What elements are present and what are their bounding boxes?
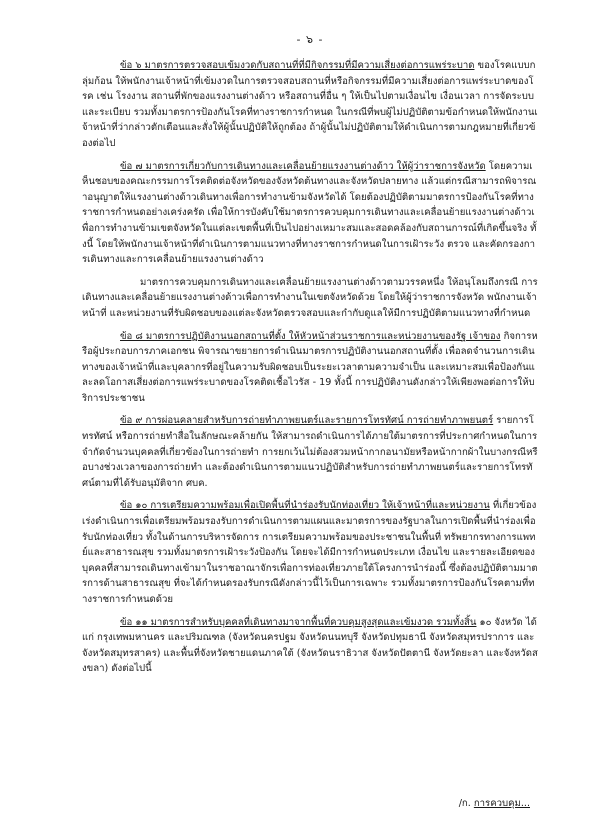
clause-9-heading: ข้อ ๙ การผ่อนคลายสำหรับการถ่ายทำภาพยนตร์และรายการโทรทัศน์ การถ่ายทำภาพยนตร์ <box>120 415 494 427</box>
clause-8-heading: ข้อ ๘ มาตรการปฏิบัติงานนอกสถานที่ตั้ง ให้หัวหน้าส่วนราชการและหน่วยงานของรัฐ เจ้าของ <box>120 330 501 342</box>
clause-6 <box>82 58 538 152</box>
clause-7-heading: ข้อ ๗ มาตรการเกี่ยวกับการเดินทางและเคลื่อนย้ายแรงงานต่างด้าว ให้ผู้ว่าราชการจังหวัด <box>120 160 486 172</box>
clause-10-body: ที่เกี่ยวข้องเร่งดำเนินการเพื่อเตรียมพร้อมรองรับการดำเนินการตามแผนและมาตรการของรัฐบาลในการเปิดพื้นที่นำร่องเพื่อรับนักท่องเที่ยว ทั้งในด้านการบริหารจัดการ การเตรียมความพร้อมของประชาชนในพื้นที่ ทรัพยากรทางการแพทย์และสาธารณสุข รวมทั้งมาตรการเฝ้าระวังป้องกัน โดยจะได้มีการกำหนดประเภท เงื่อนไข และรายละเอียดของบุคคลที่สามารถเดินทางเข้ามาในราชอาณาจักรเพื่อการท่องเที่ยวภายใต้โครงการนำร่องนี้ ซึ่งต้องปฏิบัติตามมาตรการด้านสาธารณสุข ที่จะได้กำหนดรองรับกรณีดังกล่าวนี้ไว้เป็นการเฉพาะ รวมทั้งมาตรการป้องกันโรคตามที่ทางราชการกำหนดด้วย <box>82 500 538 605</box>
clause-7-paragraph-2-body: มาตรการควบคุมการเดินทางและเคลื่อนย้ายแรงงานต่างด้าวตามวรรคหนึ่ง ให้อนุโลมถึงกรณี การเดินทางและเคลื่อนย้ายแรงงานต่างด้าวเพื่อการทำงานในเขตจังหวัดด้วย โดยให้ผู้ว่าราชการจังหวัด พนักงานเจ้าหน้าที่ และหน่วยงานที่รับผิดชอบของแต่ละจังหวัดตรวจสอบและกำกับดูแลให้มีการปฏิบัติตามแนวทางที่กำหนด <box>82 276 538 319</box>
clause-6-body: ของโรคแบบกลุ่มก้อน ให้พนักงานเจ้าหน้าที่เข้มงวดในการตรวจสอบสถานที่หรือกิจกรรมที่มีความเสี่ยงต่อการแพร่ระบาดของโรค เช่น โรงงาน สถานที่พักของแรงงานต่างด้าว หรือสถานที่อื่น ๆ ให้เป็นไปตามเงื่อนไข เงื่อนเวลา การจัดระบบและระเบียบ รวมทั้งมาตรการป้องกันโรคที่ทางราชการกำหนด ในกรณีที่พบผู้ไม่ปฏิบัติตามข้อกำหนดให้พนักงานเจ้าหน้าที่ว่ากล่าวตักเตือนและสั่งให้ผู้นั้นปฏิบัติให้ถูกต้อง ถ้าผู้นั้นไม่ปฏิบัติตามให้ดำเนินการตามกฎหมายที่เกี่ยวข้องต่อไป <box>82 60 538 149</box>
clause-8-body: กิจการหรือผู้ประกอบการภาคเอกชน พิจารณาขยายการดำเนินมาตรการปฏิบัติงานนอกสถานที่ตั้ง เพื่อลดจำนวนการเดินทางของเจ้าหน้าที่และบุคลากรที่อยู่ในความรับผิดชอบเป็นระยะเวลาตามความจำเป็น และเหมาะสมเพื่อป้องกันและลดโอกาสเสี่ยงต่อการแพร่ระบาดของโรคติดเชื้อไวรัส - 19 ทั้งนี้ การปฏิบัติงานดังกล่าวให้เพียงพอต่อการให้บริการประชาชน <box>82 330 538 404</box>
clause-7 <box>82 159 538 268</box>
clause-6-heading: ข้อ ๖ มาตรการตรวจสอบเข้มงวดกับสถานที่ที่มีกิจกรรมที่มีความเสี่ยงต่อการแพร่ระบาด <box>120 60 475 71</box>
clause-11-body: ๑๐ จังหวัด ได้แก่ กรุงเทพมหานคร และปริมณฑล (จังหวัดนครปฐม จังหวัดนนทบุรี จังหวัดปทุมธานี จังหวัดสมุทรปราการ และจังหวัดสมุทรสาคร) และพื้นที่จังหวัดชายแดนภาคใต้ (จังหวัดนราธิวาส จังหวัดปัตตานี จังหวัดยะลา และจังหวัดสงขลา) ดังต่อไปนี้ <box>82 616 538 675</box>
clause-7-paragraph-2 <box>82 275 538 322</box>
clause-7-body: โดยความเห็นชอบของคณะกรรมการโรคติดต่อจังหวัดของจังหวัดต้นทางและจังหวัดปลายทาง แล้วแต่กรณีสามารถพิจารณาอนุญาตให้แรงงานต่างด้าวเดินทางเพื่อการทำงานข้ามจังหวัดได้ โดยต้องปฏิบัติตามมาตรการป้องกันโรคที่ทางราชการกำหนดอย่างเคร่งครัด เพื่อให้การบังคับใช้มาตรการควบคุมการเดินทางและเคลื่อนย้ายแรงงานต่างด้าวเพื่อการทำงานข้ามเขตจังหวัดในแต่ละเขตพื้นที่เป็นไปอย่างเหมาะสมและสอดคล้องกับสถานการณ์ที่เกิดขึ้นจริง ทั้งนี้ โดยให้พนักงานเจ้าหน้าที่ดำเนินการตามแนวทางที่ทางราชการกำหนดในการเฝ้าระวัง ตรวจ และคัดกรองการเดินทางและการเคลื่อนย้ายแรงงานต่างด้าว <box>82 160 537 266</box>
clause-8 <box>82 329 538 407</box>
clause-10-heading: ข้อ ๑๐ การเตรียมความพร้อมเพื่อเปิดพื้นที่นำร่องรับนักท่องเที่ยว ให้เจ้าหน้าที่และหน่วยงาน <box>120 500 490 512</box>
page-number: - ๖ - <box>296 33 324 46</box>
clause-11 <box>82 615 538 677</box>
continuation-prefix: /ก. <box>458 798 471 809</box>
continuation-note <box>459 796 530 811</box>
clause-10 <box>82 498 538 607</box>
clause-9-body: รายการโทรทัศน์ หรือการถ่ายทำสื่อในลักษณะคล้ายกัน ให้สามารถดำเนินการได้ภายใต้มาตรการที่ประกาศกำหนดในการจำกัดจำนวนบุคคลที่เกี่ยวข้องในการถ่ายทำ การยกเว้นไม่ต้องสวมหน้ากากอนามัยหรือหน้ากากผ้าในบางกรณีหรือบางช่วงเวลาของการถ่ายทำ และต้องดำเนินการตามแนวปฏิบัติสำหรับการถ่ายทำภาพยนตร์และรายการโทรทัศน์ตามที่ได้รับอนุมัติจาก ศบค. <box>82 415 538 489</box>
clause-11-heading: ข้อ ๑๑ มาตรการสำหรับบุคคลที่เดินทางมาจากพื้นที่ควบคุมสูงสุดและเข้มงวด รวมทั้งสิ้น <box>120 616 477 628</box>
continuation-link: การควบคุม... <box>473 798 530 809</box>
clause-9 <box>82 413 538 491</box>
